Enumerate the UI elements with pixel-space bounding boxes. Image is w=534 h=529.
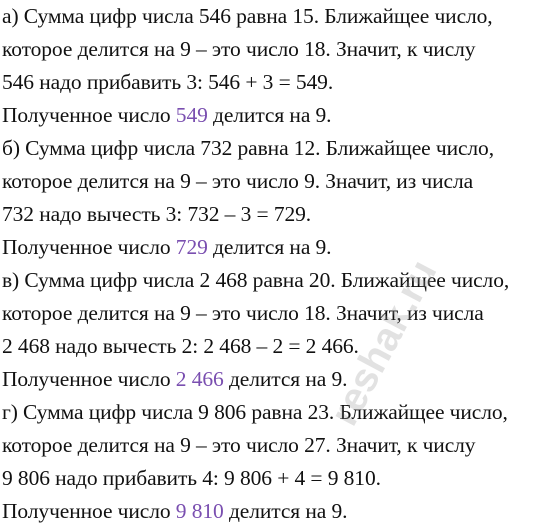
watermark: reshak.ru: [322, 252, 446, 433]
highlighted-number: 9 810: [175, 499, 224, 523]
text-line: [2, 397, 508, 427]
line-text: в) Сумма цифр числа 2 468 равна 20. Ближайщее число,: [2, 268, 510, 292]
text-line: [2, 331, 359, 361]
line-text: делится на 9.: [207, 103, 332, 127]
line-text: которое делится на 9 – это число 18. Значит, из числа: [2, 301, 484, 325]
line-text: 546 надо прибавить 3: 546 + 3 = 549.: [2, 70, 334, 94]
line-text: Полученное число: [2, 235, 176, 259]
highlighted-number: 2 466: [175, 367, 224, 391]
result-line-a: [2, 100, 331, 130]
line-text: 9 806 надо прибавить 4: 9 806 + 4 = 9 810.: [2, 466, 381, 490]
line-text: 2 468 надо вычесть 2: 2 468 – 2 = 2 466.: [2, 334, 359, 358]
line-text: делится на 9.: [223, 367, 348, 391]
text-line: [2, 199, 311, 229]
line-text: Полученное число: [2, 367, 176, 391]
text-line: [2, 463, 381, 493]
line-text: Полученное число: [2, 103, 176, 127]
text-line: [2, 298, 484, 328]
line-text: которое делится на 9 – это число 9. Значит, из числа: [2, 169, 474, 193]
line-text: Полученное число: [2, 499, 176, 523]
result-line-c: [2, 364, 347, 394]
result-line-b: [2, 232, 331, 262]
text-line: [2, 166, 473, 196]
line-text: которое делится на 9 – это число 27. Значит, к числу: [2, 433, 476, 457]
line-text: делится на 9.: [207, 235, 332, 259]
text-line: [2, 430, 475, 460]
line-text: делится на 9.: [223, 499, 348, 523]
text-line: [2, 34, 475, 64]
text-line: [2, 67, 333, 97]
line-text: которое делится на 9 – это число 18. Значит, к числу: [2, 37, 476, 61]
text-line: [2, 1, 493, 31]
line-text: 732 надо вычесть 3: 732 – 3 = 729.: [2, 202, 312, 226]
line-text: г) Сумма цифр числа 9 806 равна 23. Ближайщее число,: [2, 400, 508, 424]
line-text: а) Сумма цифр числа 546 равна 15. Ближайщее число,: [2, 4, 493, 28]
line-text: б) Сумма цифр числа 732 равна 12. Ближайщее число,: [2, 136, 494, 160]
highlighted-number: 729: [175, 235, 208, 259]
text-line: [2, 133, 494, 163]
result-line-d: [2, 496, 347, 526]
highlighted-number: 549: [175, 103, 208, 127]
text-line: [2, 265, 509, 295]
